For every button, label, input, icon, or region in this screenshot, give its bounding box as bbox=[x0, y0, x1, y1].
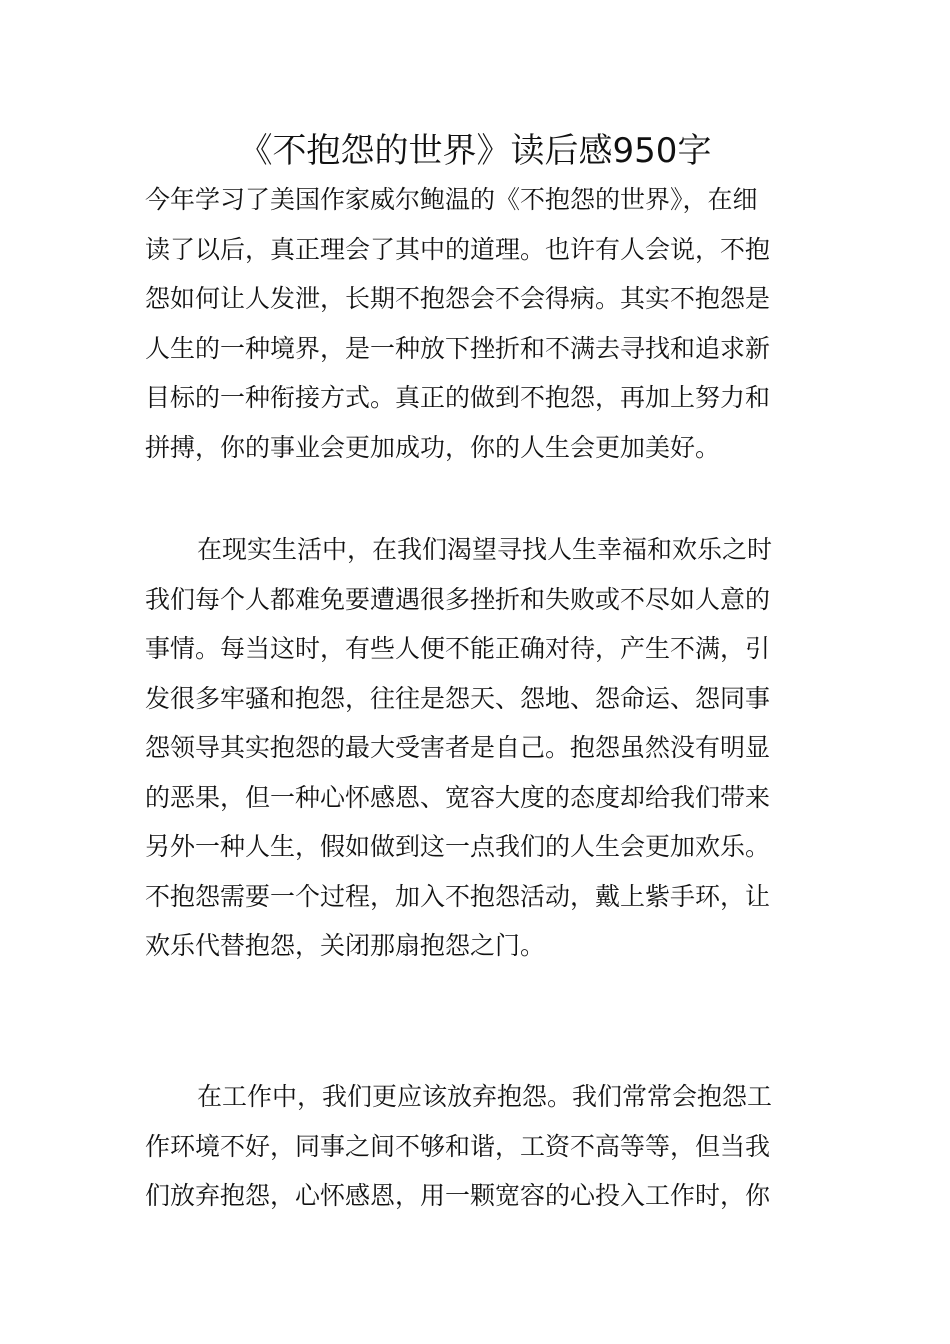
paragraph-1 bbox=[145, 175, 805, 472]
text-line: 事情。每当这时，有些人便不能正确对待，产生不满，引 bbox=[145, 634, 771, 663]
document-title: 《不抱怨的世界》读后感950字 bbox=[238, 131, 712, 171]
text-line: 在工作中，我们更应该放弃抱怨。我们常常会抱怨工 bbox=[197, 1082, 773, 1111]
text-line: 作环境不好，同事之间不够和谐，工资不高等等，但当我 bbox=[145, 1131, 771, 1161]
text-line: 怨领导其实抱怨的最大受害者是自己。抱怨虽然没有明显 bbox=[145, 733, 771, 762]
paragraph-3 bbox=[145, 1072, 805, 1221]
text-line: 我们每个人都难免要遭遇很多挫折和失败或不尽如人意的 bbox=[145, 584, 771, 614]
text-line: 的恶果，但一种心怀感恩、宽容大度的态度却给我们带来 bbox=[145, 782, 771, 812]
text-line: 读了以后，真正理会了其中的道理。也许有人会说，不抱 bbox=[145, 234, 771, 264]
text-line: 们放弃抱怨，心怀感恩，用一颗宽容的心投入工作时，你 bbox=[145, 1181, 771, 1210]
text-line: 怨如何让人发泄，长期不抱怨会不会得病。其实不抱怨是 bbox=[145, 284, 771, 313]
text-line: 不抱怨需要一个过程，加入不抱怨活动，戴上紫手环，让 bbox=[145, 881, 771, 911]
text-line: 欢乐代替抱怨，关闭那扇抱怨之门。 bbox=[145, 931, 546, 960]
paragraph-2 bbox=[145, 525, 805, 971]
text-line: 发很多牢骚和抱怨，往往是怨天、怨地、怨命运、怨同事 bbox=[145, 683, 771, 713]
text-line: 拼搏，你的事业会更加成功，你的人生会更加美好。 bbox=[145, 432, 721, 462]
text-line: 另外一种人生，假如做到这一点我们的人生会更加欢乐。 bbox=[145, 832, 771, 861]
text-line: 人生的一种境界，是一种放下挫折和不满去寻找和追求新 bbox=[145, 333, 771, 363]
text-line: 今年学习了美国作家威尔鲍温的《不抱怨的世界》，在细 bbox=[145, 185, 758, 214]
text-line: 目标的一种衔接方式。真正的做到不抱怨，再加上努力和 bbox=[145, 383, 771, 412]
text-line: 在现实生活中，在我们渴望寻找人生幸福和欢乐之时 bbox=[197, 535, 773, 564]
